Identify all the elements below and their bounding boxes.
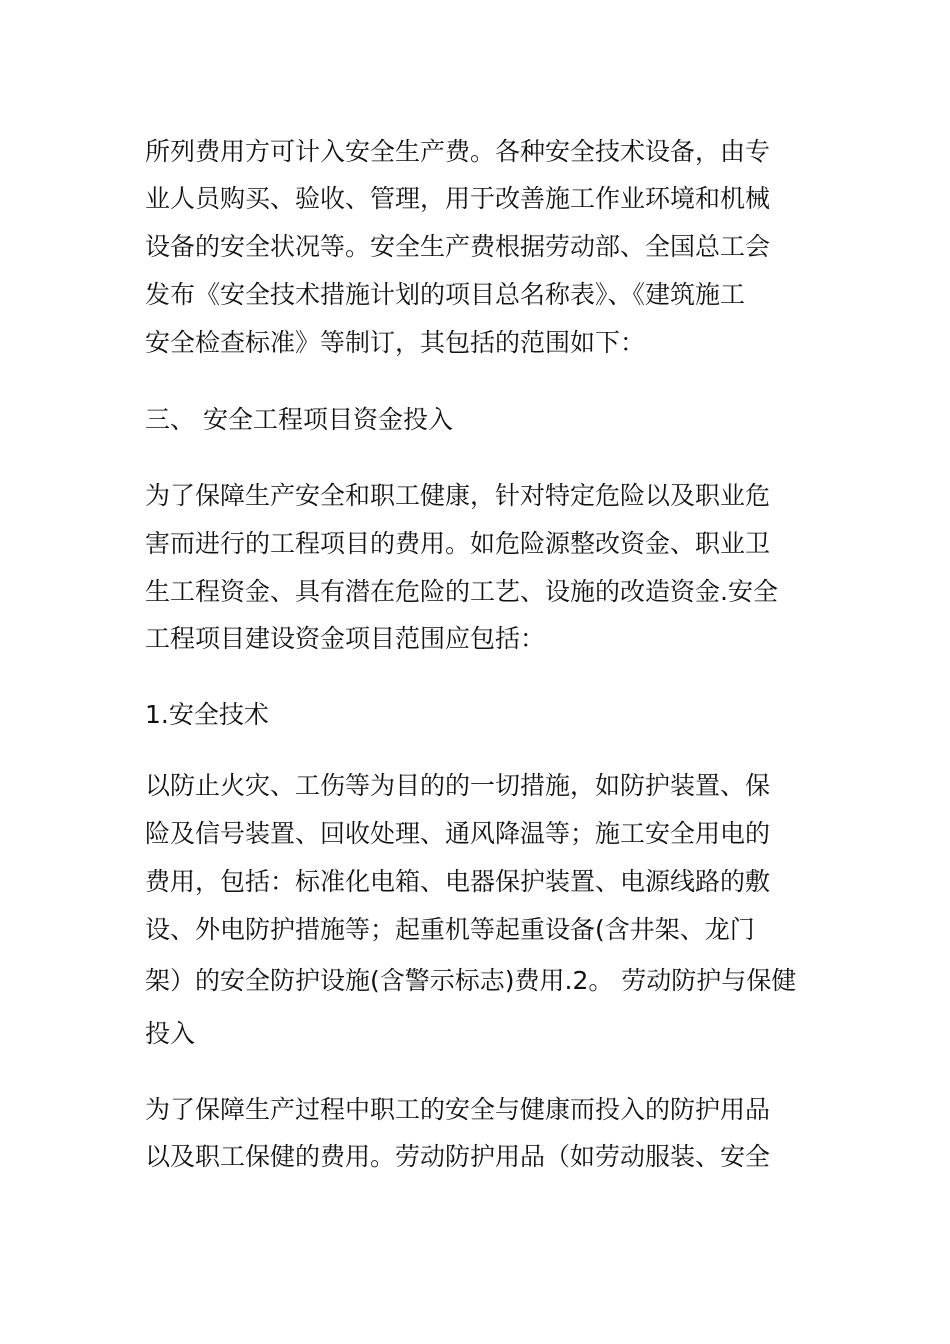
- paragraph-1-line-1: 所列费用方可计入安全生产费。各种安全技术设备，由专: [145, 137, 771, 166]
- paragraph-2-line-1: 为了保障生产安全和职工健康，针对特定危险以及职业危: [145, 481, 771, 510]
- paragraph-2-line-3: 生工程资金、具有潜在危险的工艺、设施的改造资金.安全: [145, 577, 778, 606]
- paragraph-4-line-1: 为了保障生产过程中职工的安全与健康而投入的防护用品: [145, 1095, 771, 1124]
- paragraph-3-line-6: 投入: [145, 1019, 196, 1048]
- paragraph-2-line-4: 工程项目建设资金项目范围应包括：: [145, 624, 546, 653]
- paragraph-1-line-4: 发布《安全技术措施计划的项目总名称表》、《建筑施工: [145, 280, 746, 309]
- paragraph-3-line-1: 以防止火灾、工伤等为目的的一切措施，如防护装置、保: [145, 771, 771, 800]
- paragraph-3-line-4: 设、外电防护措施等；起重机等起重设备(含井架、龙门: [145, 915, 755, 944]
- paragraph-1-line-3: 设备的安全状况等。安全生产费根据劳动部、全国总工会: [145, 232, 771, 261]
- paragraph-2-line-2: 害而进行的工程项目的费用。如危险源整改资金、职业卫: [145, 529, 771, 558]
- paragraph-3-line-5: 架）的安全防护设施(含警示标志)费用.2。 劳动防护与保健: [145, 966, 797, 995]
- paragraph-3-line-3: 费用，包括：标准化电箱、电器保护装置、电源线路的敷: [145, 867, 771, 896]
- paragraph-3-line-2: 险及信号装置、回收处理、通风降温等；施工安全用电的: [145, 819, 771, 848]
- paragraph-4-line-2: 以及职工保健的费用。劳动防护用品（如劳动服装、安全: [145, 1142, 771, 1171]
- section-heading-3: 三、 安全工程项目资金投入: [145, 405, 453, 434]
- paragraph-1-line-2: 业人员购买、验收、管理，用于改善施工作业环境和机械: [145, 184, 771, 213]
- paragraph-1-line-5: 安全检查标准》等制订，其包括的范围如下：: [145, 328, 646, 357]
- subheading-safety-technology: 1.安全技术: [145, 700, 269, 729]
